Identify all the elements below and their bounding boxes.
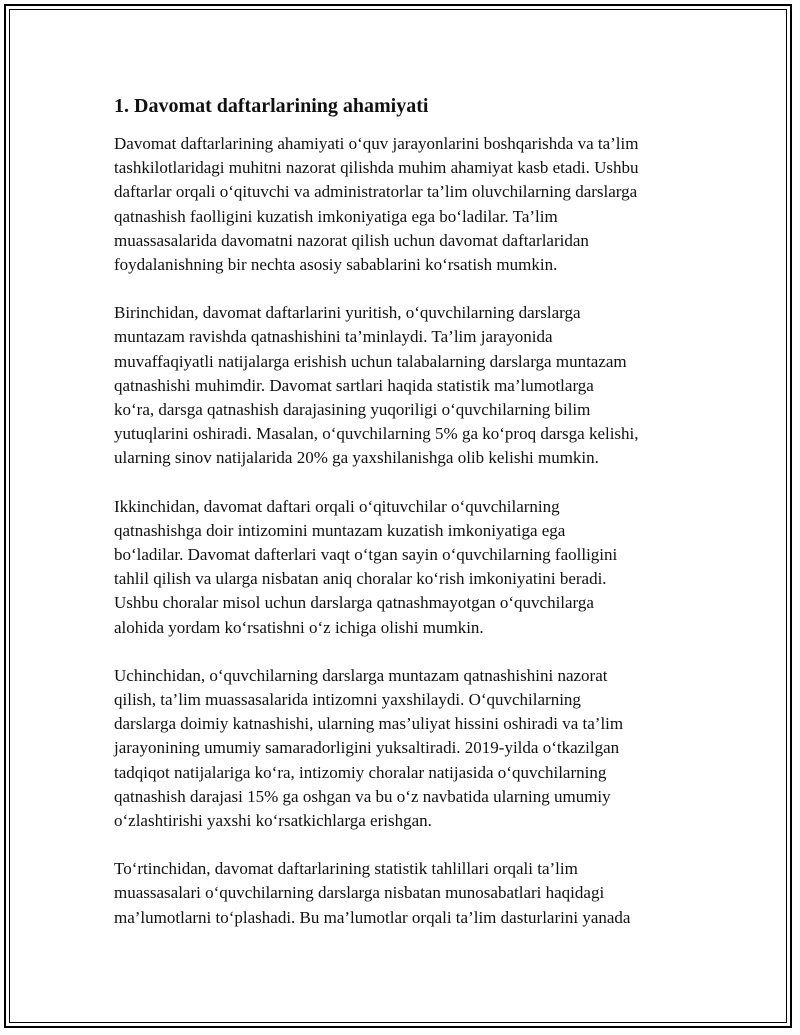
text-line: muvaffaqiyatli natijalarga erishish uchun talabalarning darslarga muntazam — [114, 351, 627, 371]
text-line: Ikkinchidan, davomat daftari orqali o‘qituvchilar o‘quvchilarning — [114, 496, 560, 516]
text-line: darslarga doimiy katnashishi, ularning mas’uliyat hissini oshiradi va ta’lim — [114, 714, 624, 734]
text-line: Davomat daftarlarining ahamiyati o‘quv jarayonlarini boshqarishda va ta’lim — [114, 134, 639, 153]
text-line: qatnashish darajasi 15% ga oshgan va bu o‘z navbatida ularning umumiy — [114, 786, 611, 806]
paragraph-fourth — [114, 857, 694, 930]
text-line: yutuqlarini oshiradi. Masalan, o‘quvchilarning 5% ga ko‘proq darsga kelishi, — [114, 424, 639, 444]
text-line: qatnashishi muhimdir. Davomat sartlari haqida statistik ma’lumotlarga — [114, 375, 594, 395]
paragraph-intro — [114, 132, 694, 277]
text-line: o‘zlashtirishi yaxshi ko‘rsatkichlarga erishgan. — [114, 811, 432, 831]
text-line: ularning sinov natijalarida 20% ga yaxshilanishga olib kelishi mumkin. — [114, 448, 599, 468]
paragraph-second — [114, 495, 694, 640]
text-line: ma’lumotlarni to‘plashadi. Bu ma’lumotlar orqali ta’lim dasturlarini yanada — [114, 907, 631, 927]
text-line: daftarlar orqali o‘qituvchi va administratorlar ta’lim oluvchilarning darslarga — [114, 182, 638, 202]
text-line: alohida yordam ko‘rsatishni o‘z ichiga olishi mumkin. — [114, 617, 484, 637]
text-line: jarayonining umumiy samaradorligini yuksaltiradi. 2019-yilda o‘tkazilgan — [114, 738, 620, 758]
text-line: bo‘ladilar. Davomat dafterlari vaqt o‘tgan sayin o‘quvchilarning faolligini — [114, 545, 618, 565]
text-line: muassasalarida davomatni nazorat qilish uchun davomat daftarlaridan — [114, 230, 589, 250]
text-line: tashkilotlaridagi muhitni nazorat qilishda muhim ahamiyat kasb etadi. Ushbu — [114, 158, 639, 178]
document-body — [114, 92, 694, 954]
paragraph-first — [114, 301, 694, 470]
text-line: ko‘ra, darsga qatnashish darajasining yuqoriligi o‘quvchilarning bilim — [114, 400, 591, 420]
text-line: muntazam ravishda qatnashishini ta’minlaydi. Ta’lim jarayonida — [114, 327, 553, 347]
text-line: To‘rtinchidan, davomat daftarlarining statistik tahlillari orqali ta’lim — [114, 859, 578, 879]
text-line: tahlil qilish va ularga nisbatan aniq choralar ko‘rish imkoniyatini beradi. — [114, 569, 607, 589]
text-line: muassasalari o‘quvchilarning darslarga nisbatan munosabatlari haqidagi — [114, 883, 605, 903]
text-line: Ushbu choralar misol uchun darslarga qatnashmayotgan o‘quvchilarga — [114, 593, 594, 613]
text-line: foydalanishning bir nechta asosiy sabablarini ko‘rsatish mumkin. — [114, 255, 558, 275]
section-heading: 1. Davomat daftarlarining ahamiyati — [114, 95, 429, 117]
text-line: Birinchidan, davomat daftarlarini yuritish, o‘quvchilarning darslarga — [114, 303, 581, 323]
text-line: qatnashishga doir intizomini muntazam kuzatish imkoniyatiga ega — [114, 520, 566, 540]
text-line: tadqiqot natijalariga ko‘ra, intizomiy choralar natijasida o‘quvchilarning — [114, 762, 607, 782]
paragraph-third — [114, 664, 694, 833]
text-line: qilish, ta’lim muassasalarida intizomni yaxshilaydi. O‘quvchilarning — [114, 690, 581, 710]
text-line: Uchinchidan, o‘quvchilarning darslarga muntazam qatnashishini nazorat — [114, 665, 608, 685]
text-line: qatnashish faolligini kuzatish imkoniyatiga ega bo‘ladilar. Ta’lim — [114, 206, 558, 226]
